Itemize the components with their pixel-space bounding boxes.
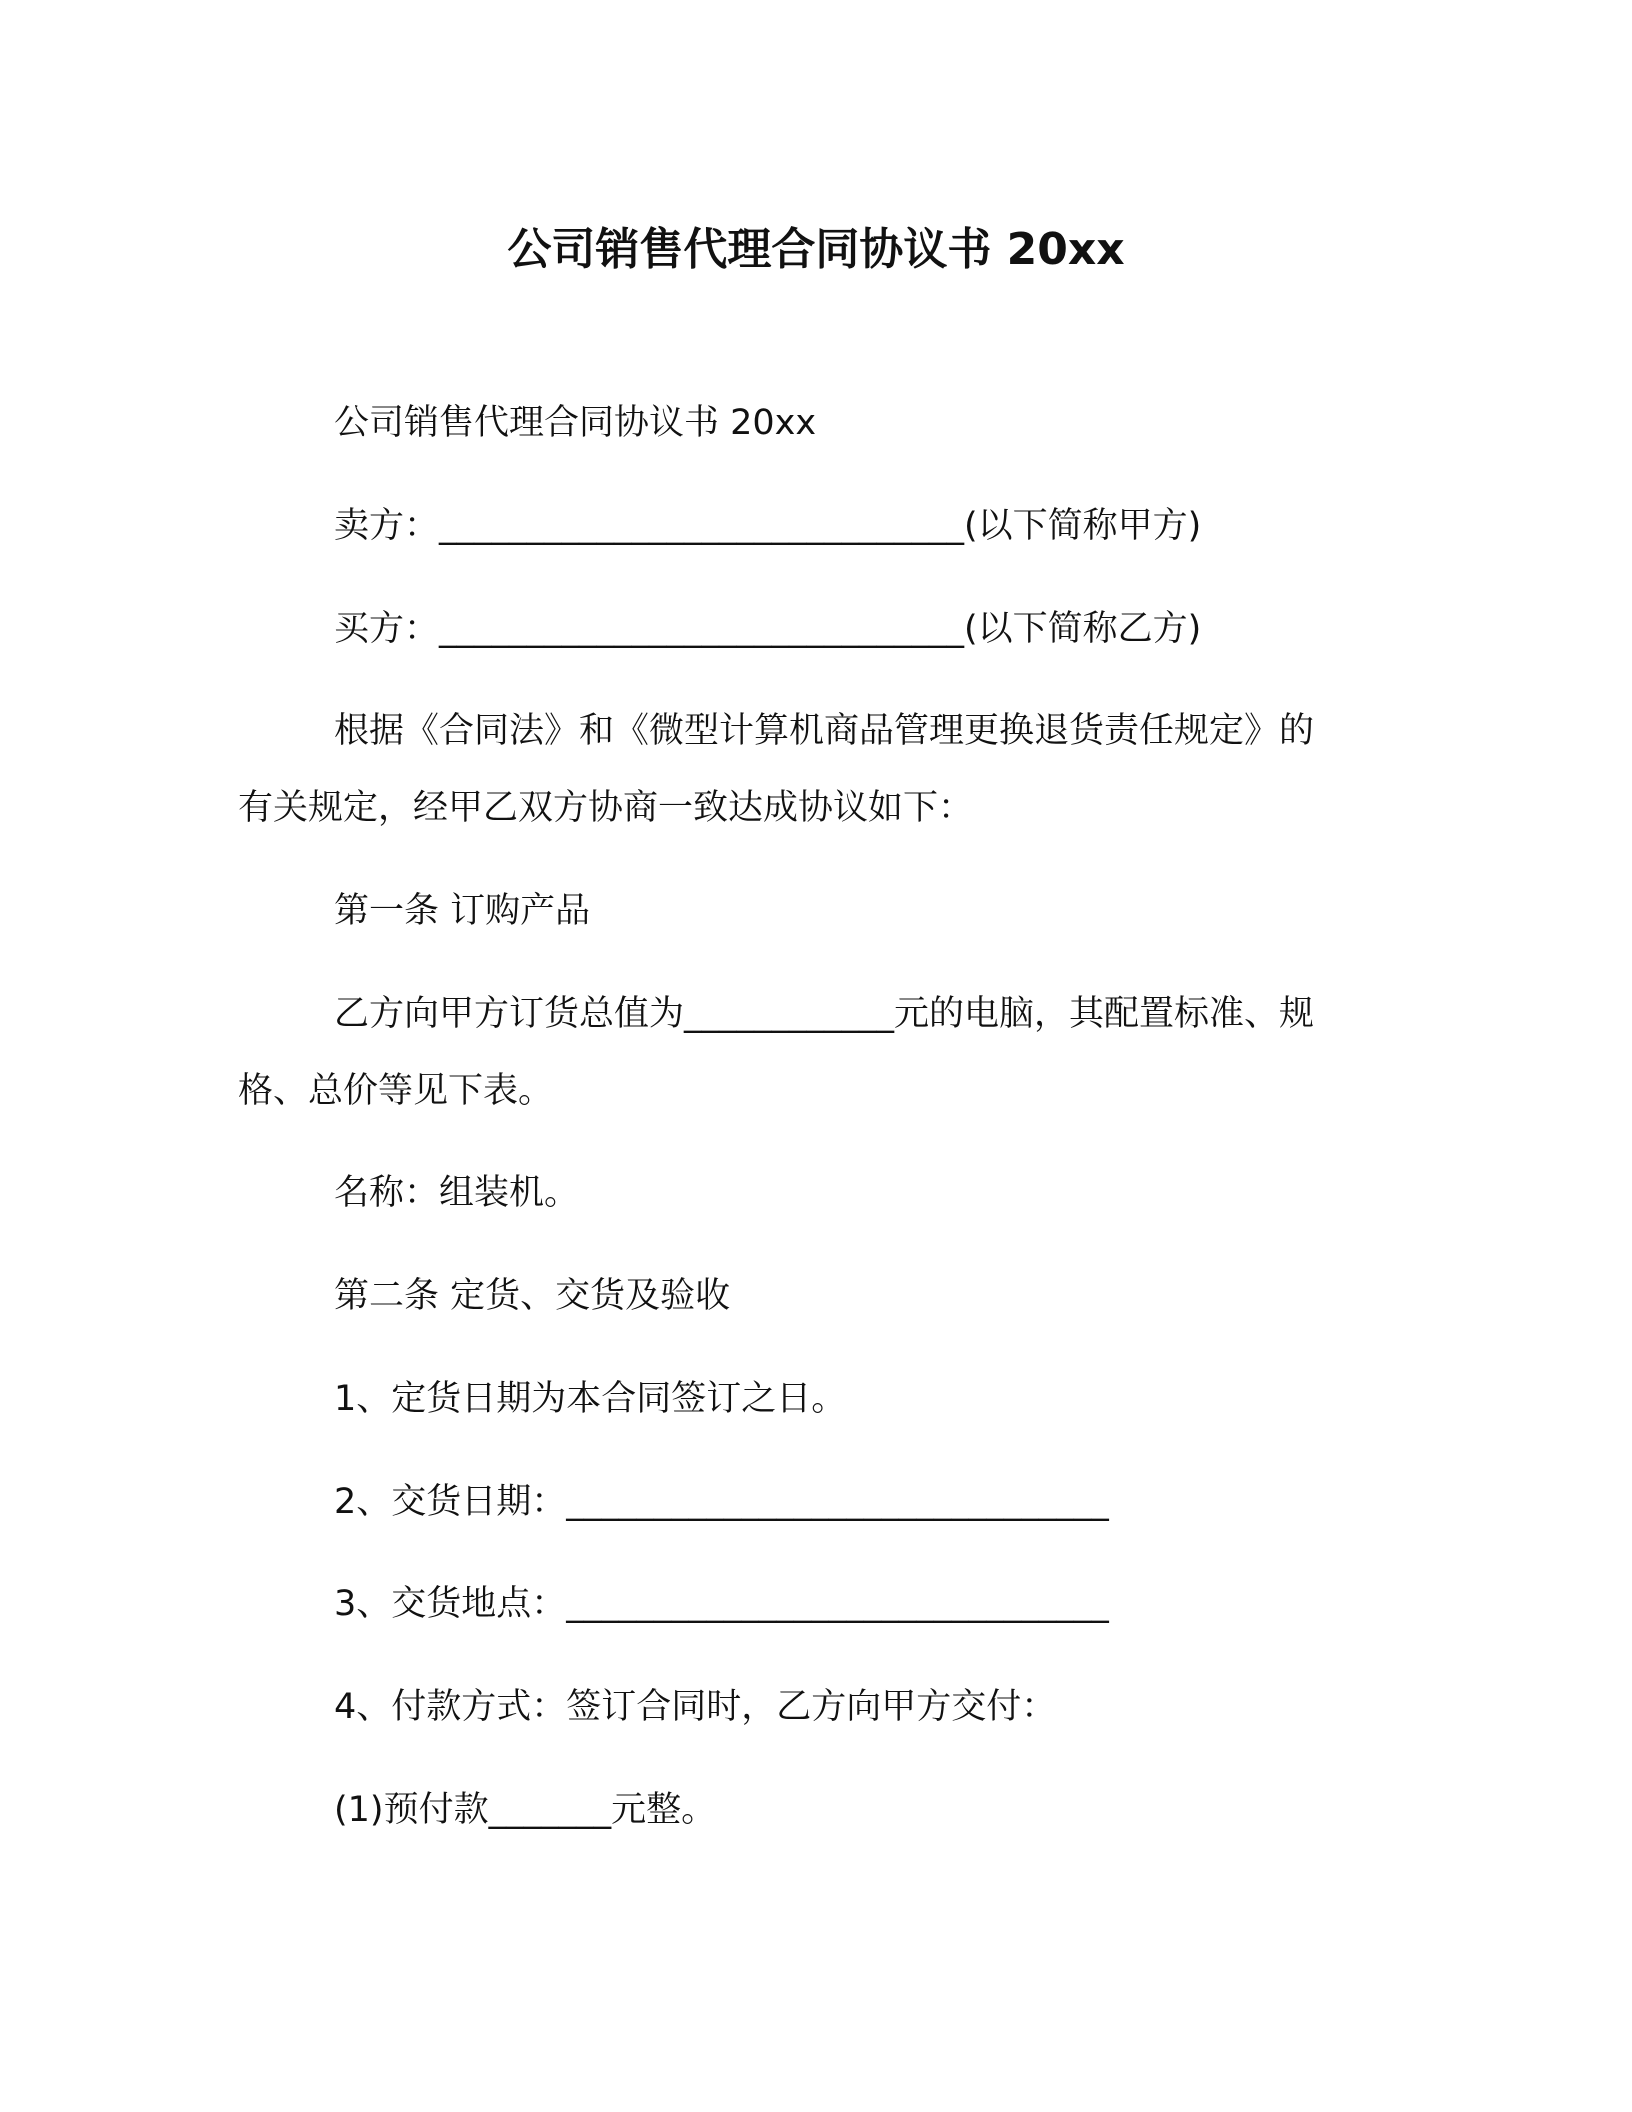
payment-method-line: 4、付款方式：签订合同时，乙方向甲方交付： xyxy=(334,1687,1057,1727)
order-value-line-2: 格、总价等见下表。 xyxy=(238,1071,554,1111)
preamble-line-2: 有关规定，经甲乙双方协商一致达成协议如下： xyxy=(238,788,974,828)
delivery-date-line: 2、交货日期：_______________________________ xyxy=(334,1482,1109,1522)
article-one-heading: 第一条 订购产品 xyxy=(334,891,591,931)
delivery-location-line: 3、交货地点：_______________________________ xyxy=(334,1584,1109,1624)
buyer-line: 买方：______________________________(以下简称乙方) xyxy=(334,609,1202,649)
product-name-line: 名称：组装机。 xyxy=(334,1173,580,1213)
article-two-heading: 第二条 定货、交货及验收 xyxy=(334,1276,731,1316)
seller-line: 卖方：______________________________(以下简称甲方) xyxy=(334,506,1202,546)
preamble-line-1: 根据《合同法》和《微型计算机商品管理更换退货责任规定》的 xyxy=(334,711,1315,751)
document-title: 公司销售代理合同协议书 20xx xyxy=(507,224,1125,275)
prepayment-line: (1)预付款_______元整。 xyxy=(334,1790,717,1830)
subtitle-line: 公司销售代理合同协议书 20xx xyxy=(334,403,817,443)
order-date-line: 1、定货日期为本合同签订之日。 xyxy=(334,1379,847,1419)
order-value-line-1: 乙方向甲方订货总值为____________元的电脑，其配置标准、规 xyxy=(334,994,1315,1034)
